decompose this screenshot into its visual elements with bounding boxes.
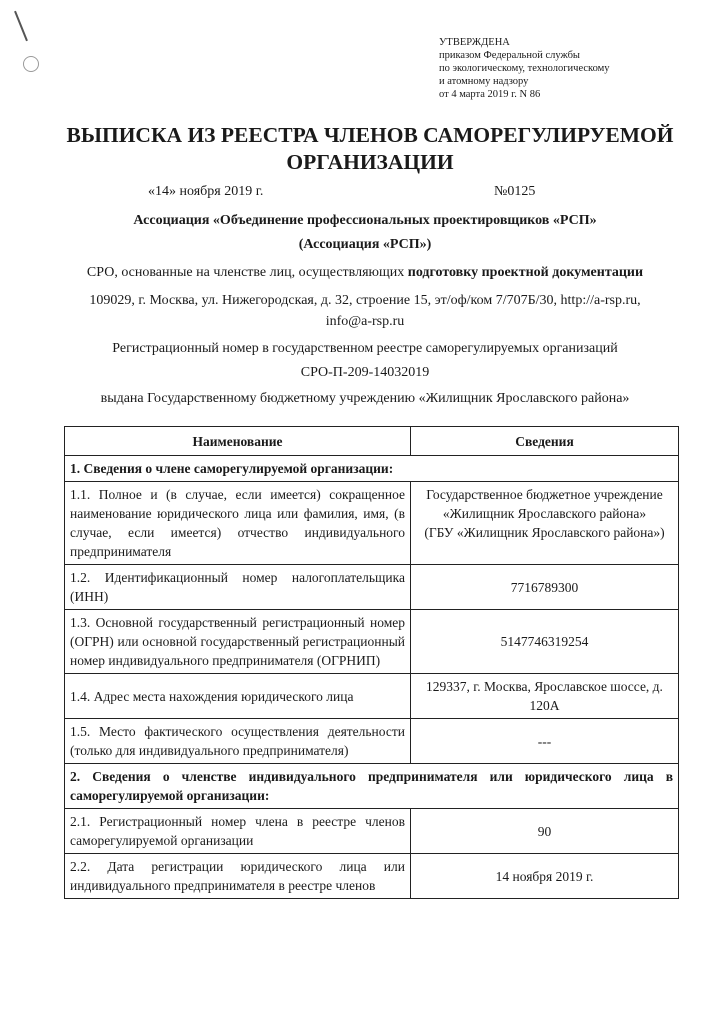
document-number: №0125 [494,184,536,199]
row-label: 1.5. Место фактического осуществления деятельности (только для индивидуального предпринимателя) [65,719,411,764]
sro-activity: подготовку проектной документации [407,265,644,280]
row-value: --- [411,719,679,764]
approval-line: приказом Федеральной службы [439,50,580,61]
issued-to-line: выдана Государственному бюджетному учреждению «Жилищник Ярославского района» [100,391,630,406]
row-value: 14 ноября 2019 г. [411,854,679,899]
row-label: 1.4. Адрес места нахождения юридического лица [65,674,411,719]
table-row [65,854,679,899]
issue-date: «14» ноября 2019 г. [148,184,264,199]
organization-address [40,290,690,332]
table-row [65,482,679,565]
table-header-row [65,427,679,456]
row-value-short-name: (ГБУ «Жилищник Ярославского района») [424,525,665,540]
sro-type-line [40,262,690,284]
table-row [65,565,679,610]
row-label: 1.3. Основной государственный регистрационный номер (ОГРН) или основной государственный регистрационный номер индивидуального предпринимателя (ОГРНИП) [65,610,411,674]
sro-prefix: СРО, основанные на членстве лиц, осуществляющих [86,265,408,280]
organization-short-name: (Ассоциация «РСП») [298,237,432,252]
punch-hole-mark [23,56,39,72]
scan-mark [14,11,28,41]
address-line-2: info@a-rsp.ru [325,314,405,329]
row-value: 7716789300 [411,565,679,610]
section-2-title: 2. Сведения о членстве индивидуального предпринимателя или юридического лица в саморегулируемой организации: [65,764,679,809]
row-value: 5147746319254 [411,610,679,674]
approval-line: по экологическому, технологическому [439,63,610,74]
organization-name: Ассоциация «Объединение профессиональных проектировщиков «РСП» [133,213,597,228]
registry-extract-table [64,426,679,899]
approval-line: от 4 марта 2019 г. N 86 [439,89,541,100]
row-label: 1.1. Полное и (в случае, если имеется) сокращенное наименование юридического лица или фамилия, имя, (в случае, если имеется) отчество индивидуального предпринимателя [65,482,411,565]
registry-number: СРО-П-209-14032019 [300,365,430,380]
table-row [65,719,679,764]
table-row [65,809,679,854]
title-line-2: ОРГАНИЗАЦИИ [286,150,454,174]
approval-line: УТВЕРЖДЕНА [439,37,510,48]
column-header-value: Сведения [411,427,679,456]
row-value-full-name: Государственное бюджетное учреждение «Жилищник Ярославского района» [426,487,663,521]
table-row [65,610,679,674]
row-value: 90 [411,809,679,854]
row-label: 2.2. Дата регистрации юридического лица или индивидуального предпринимателя в реестре членов [65,854,411,899]
registry-label: Регистрационный номер в государственном реестре саморегулируемых организаций [112,341,618,356]
document-title [40,122,700,176]
row-value [411,482,679,565]
table-row [65,674,679,719]
row-label: 1.2. Идентификационный номер налогоплательщика (ИНН) [65,565,411,610]
row-label: 2.1. Регистрационный номер члена в реестре членов саморегулируемой организации [65,809,411,854]
address-line-1: 109029, г. Москва, ул. Нижегородская, д. 32, строение 15, эт/оф/ком 7/707Б/30, http://a-rsp.ru, [89,293,641,308]
section-row [65,764,679,809]
section-1-title: 1. Сведения о члене саморегулируемой организации: [65,456,679,482]
column-header-name: Наименование [65,427,411,456]
row-value: 129337, г. Москва, Ярославское шоссе, д. 120А [411,674,679,719]
approval-stamp-block [439,36,610,101]
title-line-1: ВЫПИСКА ИЗ РЕЕСТРА ЧЛЕНОВ САМОРЕГУЛИРУЕМОЙ [66,123,674,147]
approval-line: и атомному надзору [439,76,529,87]
section-row [65,456,679,482]
